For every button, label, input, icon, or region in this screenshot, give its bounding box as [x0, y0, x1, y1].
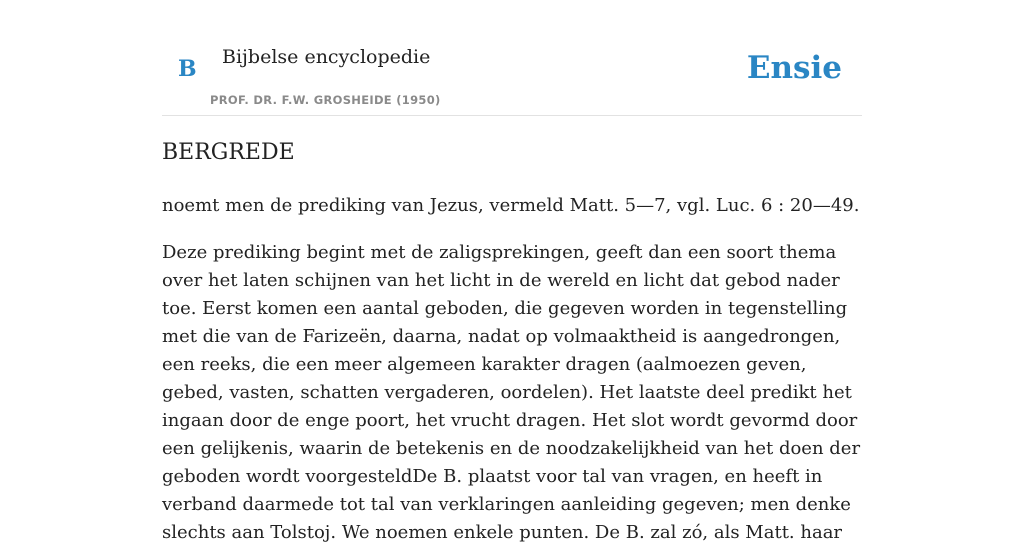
entry-paragraph-1: noemt men de prediking van Jezus, vermeld Matt. 5—7, vgl. Luc. 6 : 20—49.: [162, 195, 860, 216]
index-letter[interactable]: B: [178, 56, 197, 82]
article-page: [162, 0, 862, 543]
author-line: PROF. DR. F.W. GROSHEIDE (1950): [210, 93, 441, 107]
book-title-link[interactable]: Bijbelse encyclopedie: [222, 46, 431, 68]
article-header: [162, 0, 862, 116]
entry-title: BERGREDE: [162, 140, 295, 165]
brand-logo[interactable]: Ensie: [746, 50, 842, 86]
entry-paragraph-2: Deze prediking begint met de zaligsprekingen, geeft dan een soort thema over het laten schijnen van het licht in de wereld en licht dat gebod nader toe. Eerst komen een aantal geboden, die gegeven worden in tegenstelling met die van de Farizeën, daarna, nadat op volmaaktheid is aangedrongen, een reeks, die een meer algemeen karakter dragen (aalmoezen geven, gebed, vasten, schatten vergaderen, oordelen). Het laatste deel predikt het ingaan door de enge poort, het vrucht dragen. Het slot wordt gevormd door een gelijkenis, waarin de betekenis en de noodzakelijkheid van het doen der geboden wordt voorgesteldDe B. plaatst voor tal van vragen, en heeft in verband daarmede tot tal van verklaringen aanleiding gegeven; men denke slechts aan Tolstoj. We noemen enkele punten. De B. zal zó, als Matt. haar: [162, 242, 861, 543]
